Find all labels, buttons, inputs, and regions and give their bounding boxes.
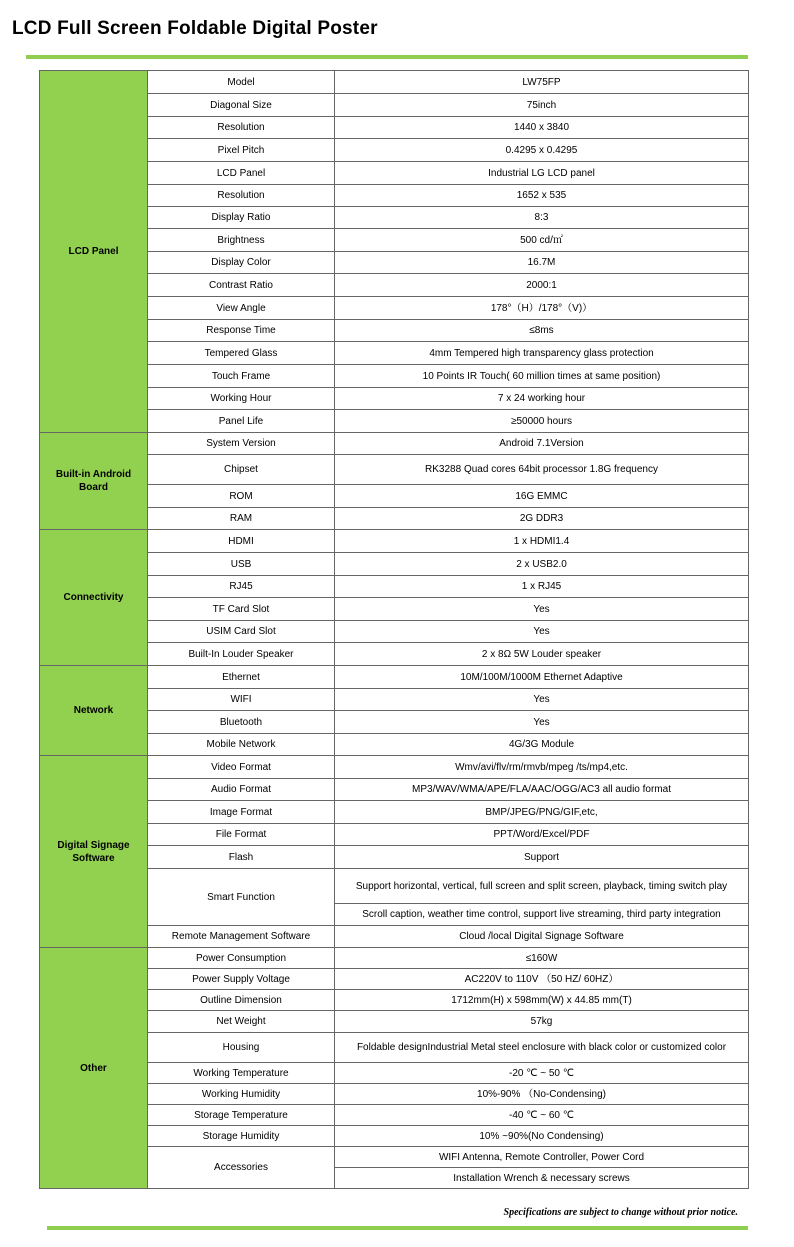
spec-value: 2 x USB2.0: [335, 553, 749, 576]
spec-label: RJ45: [148, 576, 335, 598]
spec-label: USIM Card Slot: [148, 621, 335, 643]
table-row: [40, 666, 749, 689]
spec-label: Bluetooth: [148, 711, 335, 734]
spec-value: 1 x HDMI1.4: [335, 530, 749, 553]
category-cell: Network: [40, 666, 148, 756]
spec-label: Video Format: [148, 756, 335, 779]
spec-label: Image Format: [148, 801, 335, 824]
spec-value: ≤160W: [335, 948, 749, 969]
spec-label: Panel Life: [148, 410, 335, 433]
spec-label: Touch Frame: [148, 365, 335, 388]
spec-value: Foldable designIndustrial Metal steel enclosure with black color or customized color: [335, 1033, 749, 1063]
table-row: [40, 948, 749, 969]
spec-label: Working Temperature: [148, 1063, 335, 1084]
spec-value: 16.7M: [335, 252, 749, 274]
spec-value: 0.4295 x 0.4295: [335, 139, 749, 162]
category-cell: LCD Panel: [40, 71, 148, 433]
spec-label: WIFI: [148, 689, 335, 711]
spec-value: Wmv/avi/flv/rm/rmvb/mpeg /ts/mp4,etc.: [335, 756, 749, 779]
spec-label: Built-In Louder Speaker: [148, 643, 335, 666]
spec-value: Yes: [335, 689, 749, 711]
spec-label: Outline Dimension: [148, 990, 335, 1011]
spec-value: LW75FP: [335, 71, 749, 94]
spec-value: 16G EMMC: [335, 485, 749, 508]
spec-label: RAM: [148, 508, 335, 530]
spec-label: Housing: [148, 1033, 335, 1063]
spec-label: Power Consumption: [148, 948, 335, 969]
spec-label: Chipset: [148, 455, 335, 485]
spec-value: BMP/JPEG/PNG/GIF,etc,: [335, 801, 749, 824]
spec-label: Working Hour: [148, 388, 335, 410]
spec-label: System Version: [148, 433, 335, 455]
table-row: [40, 433, 749, 455]
spec-label: Mobile Network: [148, 734, 335, 756]
spec-value: 500 cd/㎡: [335, 229, 749, 252]
disclaimer-footnote: Specifications are subject to change without prior notice.: [503, 1207, 738, 1218]
spec-value: 178°（H）/178°（V)）: [335, 297, 749, 320]
spec-label: TF Card Slot: [148, 598, 335, 621]
spec-value: 75inch: [335, 94, 749, 117]
spec-label: Tempered Glass: [148, 342, 335, 365]
spec-label: Flash: [148, 846, 335, 869]
spec-label: LCD Panel: [148, 162, 335, 185]
spec-value: 57kg: [335, 1011, 749, 1033]
spec-label: Power Supply Voltage: [148, 969, 335, 990]
spec-value: 2 x 8Ω 5W Louder speaker: [335, 643, 749, 666]
spec-value: Installation Wrench & necessary screws: [335, 1168, 749, 1189]
spec-value: 4G/3G Module: [335, 734, 749, 756]
spec-value: PPT/Word/Excel/PDF: [335, 824, 749, 846]
spec-label: Brightness: [148, 229, 335, 252]
spec-label: HDMI: [148, 530, 335, 553]
table-row: [40, 756, 749, 779]
spec-value: 8:3: [335, 207, 749, 229]
spec-label: Audio Format: [148, 779, 335, 801]
spec-label: Pixel Pitch: [148, 139, 335, 162]
spec-label: Accessories: [148, 1147, 335, 1189]
spec-value: AC220V to 110V （50 HZ/ 60HZ）: [335, 969, 749, 990]
spec-value: 10%-90% （No-Condensing): [335, 1084, 749, 1105]
spec-label: Resolution: [148, 117, 335, 139]
spec-value: 10 Points IR Touch( 60 million times at same position): [335, 365, 749, 388]
spec-value: Android 7.1Version: [335, 433, 749, 455]
spec-label: Ethernet: [148, 666, 335, 689]
spec-label: Working Humidity: [148, 1084, 335, 1105]
spec-label: View Angle: [148, 297, 335, 320]
spec-label: Display Color: [148, 252, 335, 274]
spec-value: Support horizontal, vertical, full screen and split screen, playback, timing switch play: [335, 869, 749, 904]
spec-value: 2000:1: [335, 274, 749, 297]
spec-value: Yes: [335, 598, 749, 621]
spec-value: 4mm Tempered high transparency glass protection: [335, 342, 749, 365]
spec-value: 7 x 24 working hour: [335, 388, 749, 410]
spec-value: Yes: [335, 711, 749, 734]
spec-value: Cloud /local Digital Signage Software: [335, 926, 749, 948]
spec-label: Model: [148, 71, 335, 94]
spec-value: Support: [335, 846, 749, 869]
spec-label: Storage Humidity: [148, 1126, 335, 1147]
table-row: [40, 71, 749, 94]
spec-value: 1652 x 535: [335, 185, 749, 207]
top-divider: [26, 55, 748, 59]
category-cell: Digital Signage Software: [40, 756, 148, 948]
table-row: [40, 530, 749, 553]
spec-value: Industrial LG LCD panel: [335, 162, 749, 185]
spec-value: MP3/WAV/WMA/APE/FLA/AAC/OGG/AC3 all audio format: [335, 779, 749, 801]
category-cell: Built-in Android Board: [40, 433, 148, 530]
spec-label: Storage Temperature: [148, 1105, 335, 1126]
spec-label: Response Time: [148, 320, 335, 342]
spec-value: Yes: [335, 621, 749, 643]
spec-value: 10M/100M/1000M Ethernet Adaptive: [335, 666, 749, 689]
spec-label: Net Weight: [148, 1011, 335, 1033]
spec-label: Resolution: [148, 185, 335, 207]
spec-value: ≥50000 hours: [335, 410, 749, 433]
spec-label: ROM: [148, 485, 335, 508]
spec-table: [39, 70, 749, 1189]
category-cell: Connectivity: [40, 530, 148, 666]
spec-value: 1 x RJ45: [335, 576, 749, 598]
spec-label: Smart Function: [148, 869, 335, 926]
spec-label: Contrast Ratio: [148, 274, 335, 297]
spec-value: 10% ~90%(No Condensing): [335, 1126, 749, 1147]
spec-value: -40 ℃ ~ 60 ℃: [335, 1105, 749, 1126]
spec-label: Diagonal Size: [148, 94, 335, 117]
page-title: LCD Full Screen Foldable Digital Poster: [12, 18, 378, 39]
spec-value: 1440 x 3840: [335, 117, 749, 139]
spec-value: -20 ℃ ~ 50 ℃: [335, 1063, 749, 1084]
bottom-divider: [47, 1226, 748, 1230]
category-cell: Other: [40, 948, 148, 1189]
spec-value: ≤8ms: [335, 320, 749, 342]
spec-label: Display Ratio: [148, 207, 335, 229]
spec-label: USB: [148, 553, 335, 576]
spec-label: File Format: [148, 824, 335, 846]
spec-value: 2G DDR3: [335, 508, 749, 530]
spec-value: WIFI Antenna, Remote Controller, Power Cord: [335, 1147, 749, 1168]
spec-label: Remote Management Software: [148, 926, 335, 948]
spec-value: RK3288 Quad cores 64bit processor 1.8G frequency: [335, 455, 749, 485]
spec-value: Scroll caption, weather time control, support live streaming, third party integration: [335, 904, 749, 926]
spec-value: 1712mm(H) x 598mm(W) x 44.85 mm(T): [335, 990, 749, 1011]
